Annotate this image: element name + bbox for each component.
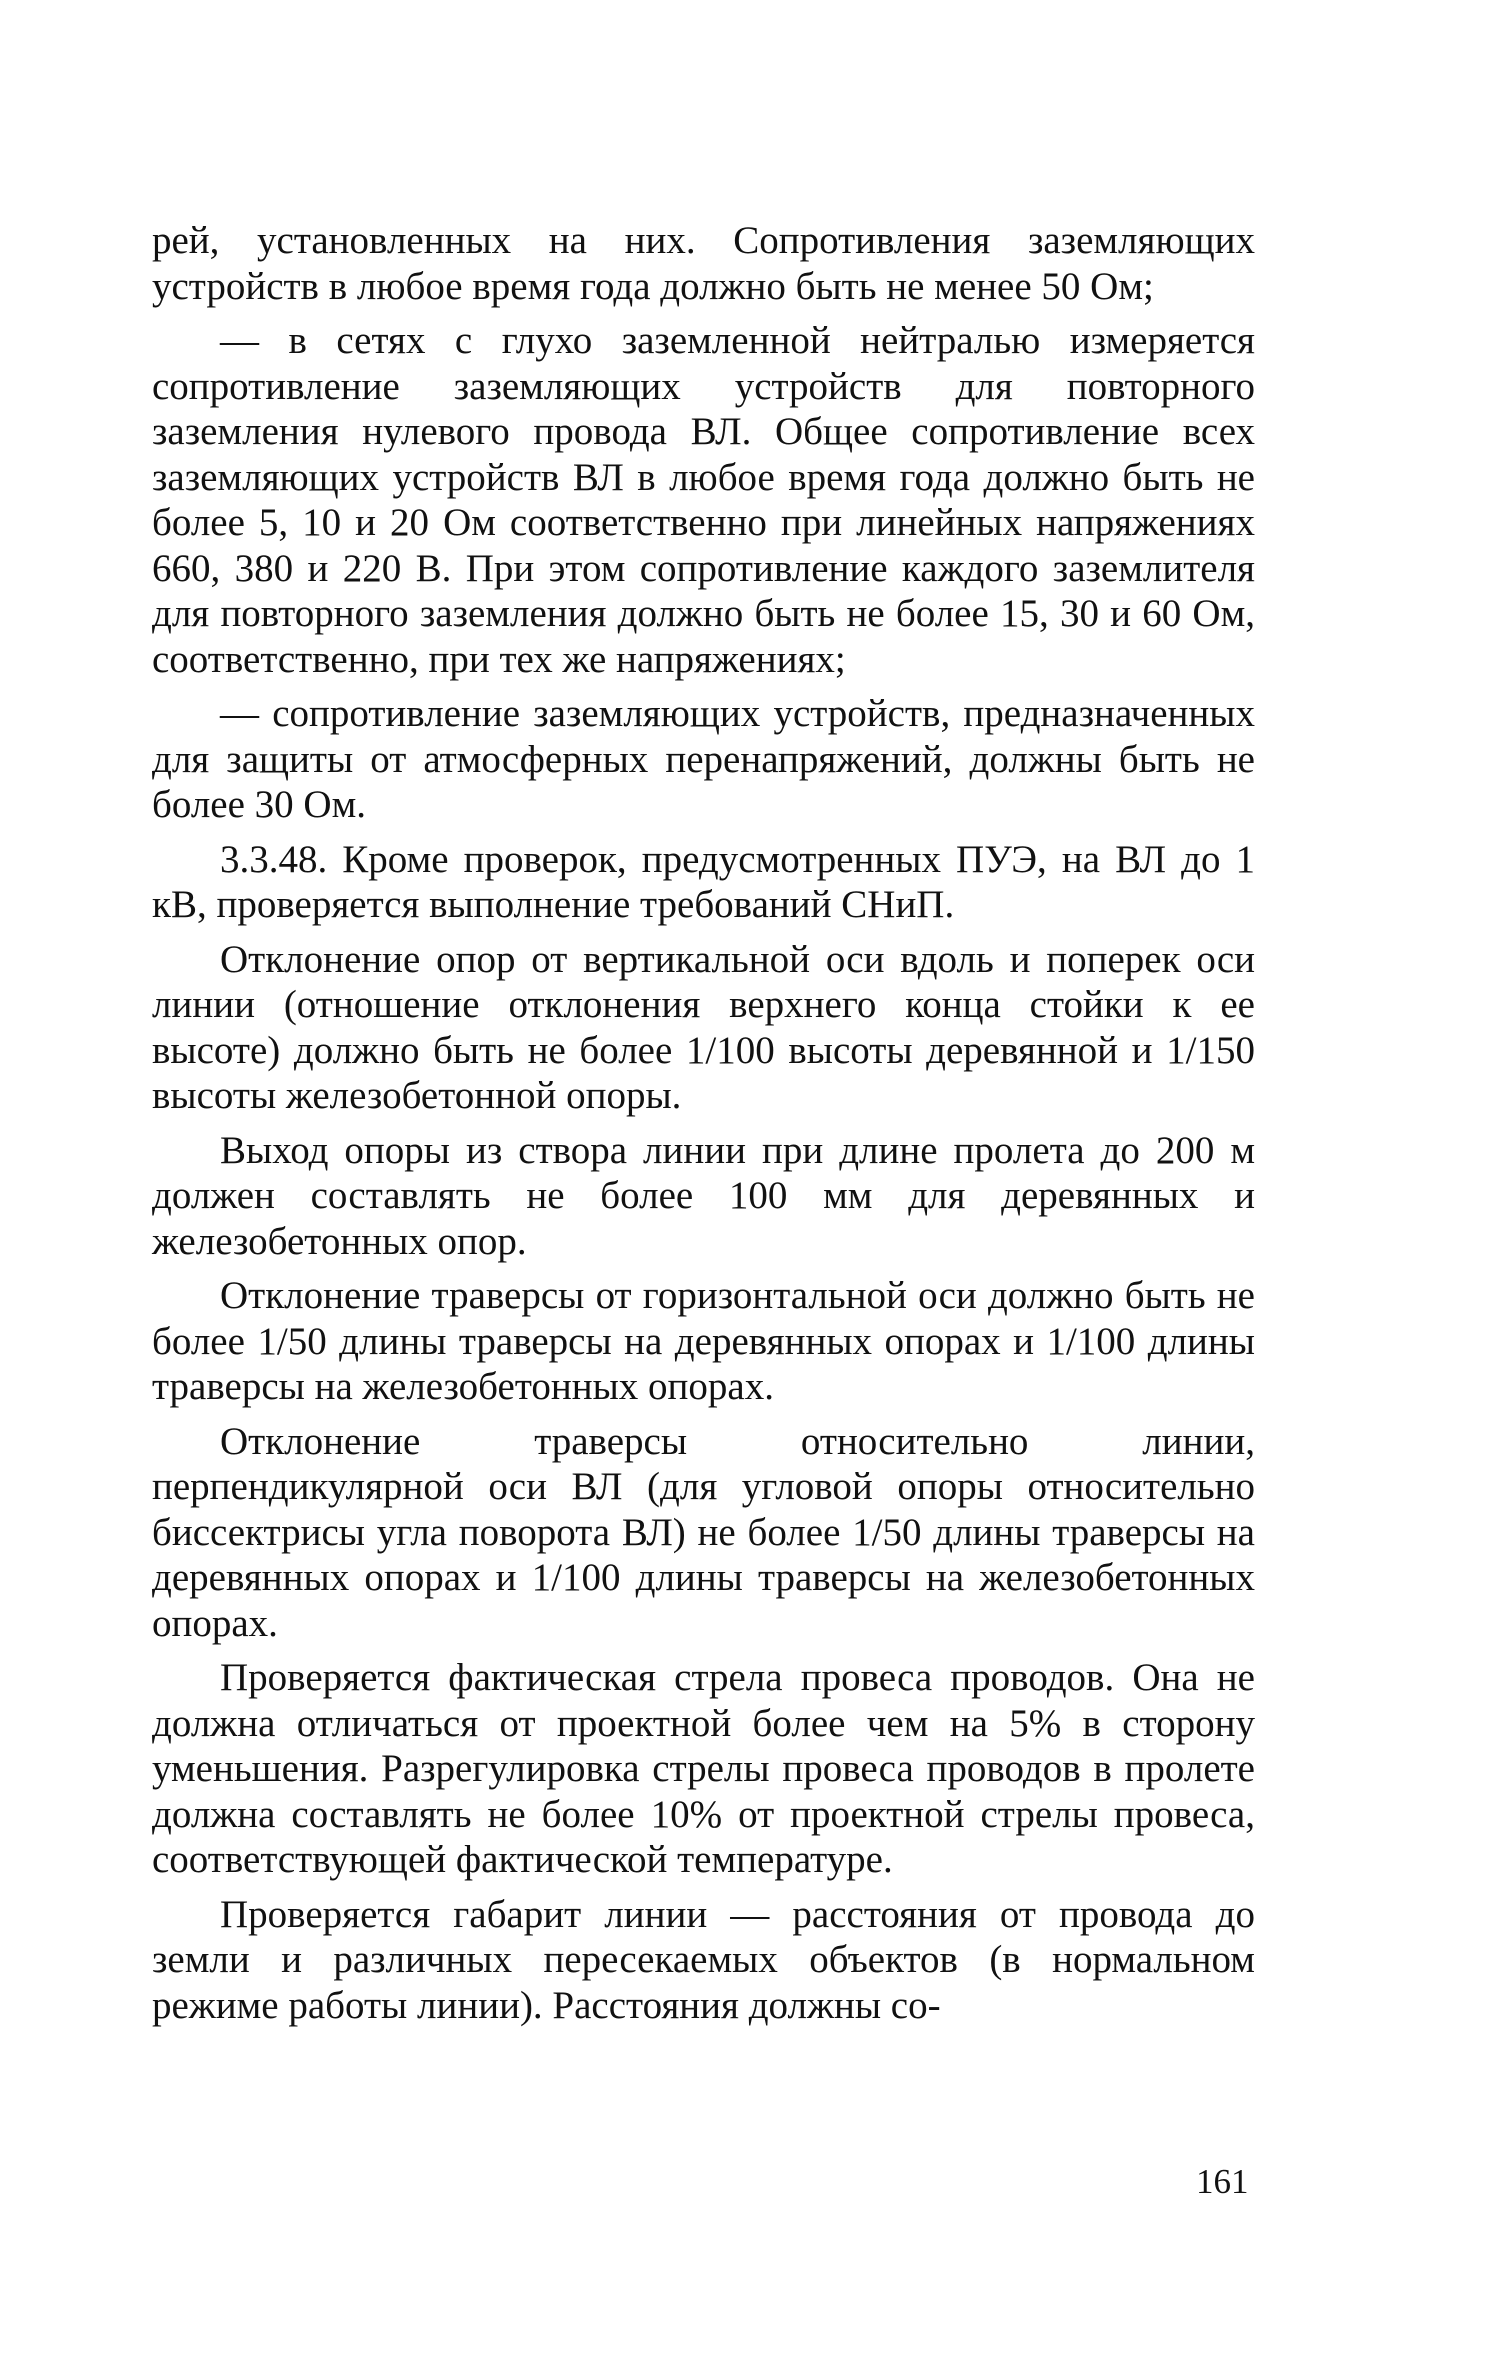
paragraph-2: — в сетях с глухо заземленной нейтралью измеряется сопротивление заземляющих устройств для повторного заземления нулевого провода ВЛ. Общее сопротивление всех заземляющих устройств ВЛ в любое время года должно быть не более 5, 10 и 20 Ом соответственно при линейных напряжениях 660, 380 и 220 В. При этом сопротивление каждого заземлителя для повторного заземления должно быть не более 15, 30 и 60 Ом, соответственно, при тех же напряжениях;	[152, 319, 1255, 681]
paragraph-7: Отклонение траверсы от горизонтальной оси должно быть не более 1/50 длины траверсы на деревянных опорах и 1/100 длины траверсы на железобетонных опорах.	[152, 1274, 1255, 1408]
paragraph-1: рей, установленных на них. Сопротивления заземляющих устройств в любое время года должно быть не менее 50 Ом;	[152, 219, 1255, 308]
paragraph-10: Проверяется габарит линии — расстояния от провода до земли и различных пересекаемых объектов (в нормальном режиме работы линии). Расстояния должны со-	[152, 1892, 1255, 2027]
paragraph-8: Отклонение траверсы относительно линии, перпендикулярной оси ВЛ (для угловой опоры относительно биссектрисы угла поворота ВЛ) не более 1/50 длины траверсы на деревянных опорах и 1/100 длины траверсы на железобетонных опорах.	[152, 1419, 1255, 1645]
paragraph-5: Отклонение опор от вертикальной оси вдоль и поперек оси линии (отношение отклонения верхнего конца стойки к ее высоте) должно быть не более 1/100 высоты деревянной и 1/150 высоты железобетонной опоры.	[152, 937, 1255, 1117]
paragraph-4: 3.3.48. Кроме проверок, предусмотренных ПУЭ, на ВЛ до 1 кВ, проверяется выполнение требований СНиП.	[152, 837, 1255, 926]
page-number: 161	[1196, 2162, 1249, 2201]
body-text	[152, 218, 1255, 2037]
paragraph-6: Выход опоры из створа линии при длине пролета до 200 м должен составлять не более 100 мм для деревянных и железобетонных опор.	[152, 1128, 1255, 1263]
paragraph-3: — сопротивление заземляющих устройств, предназначенных для защиты от атмосферных перенапряжений, должны быть не более 30 Ом.	[152, 692, 1255, 826]
paragraph-9: Проверяется фактическая стрела провеса проводов. Она не должна отличаться от проектной более чем на 5% в сторону уменьшения. Разрегулировка стрелы провеса проводов в пролете должна составлять не более 10% от проектной стрелы провеса, соответствующей фактической температуре.	[152, 1656, 1255, 1881]
